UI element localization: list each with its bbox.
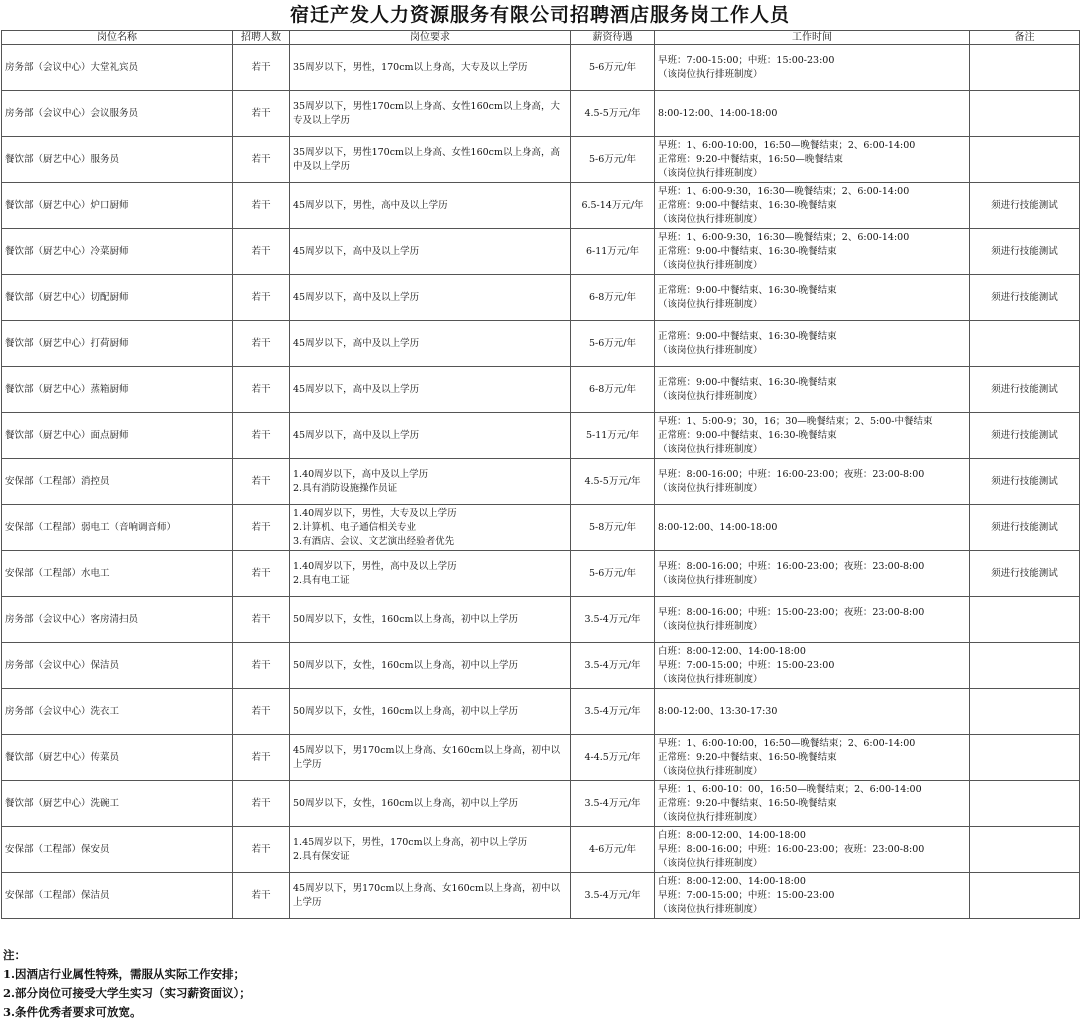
remarks-cell [970,735,1080,781]
remarks-cell [970,827,1080,873]
table-row [2,91,1080,137]
requirements-cell: 1.40周岁以下，男性，高中及以上学历 2.具有电工证 [290,551,571,597]
remarks-cell: 须进行技能测试 [970,505,1080,551]
salary-cell: 6.5-14万元/年 [571,183,655,229]
remarks-cell [970,643,1080,689]
position-name-cell: 餐饮部（厨艺中心）传菜员 [2,735,233,781]
headcount-cell: 若干 [233,91,290,137]
remarks-cell [970,689,1080,735]
salary-cell: 4.5-5万元/年 [571,91,655,137]
salary-cell: 5-8万元/年 [571,505,655,551]
table-row [2,551,1080,597]
table-row [2,137,1080,183]
work-hours-cell: 早班：1、6:00-10:00，16:50—晚餐结束；2、6:00-14:00 正常班：9:20-中餐结束、16:50-晚餐结束 （该岗位执行排班制度） [655,735,970,781]
note-item: 2.部分岗位可接受大学生实习（实习薪资面议）； [3,986,251,1000]
salary-cell: 5-6万元/年 [571,45,655,91]
requirements-cell: 45周岁以下，高中及以上学历 [290,413,571,459]
requirements-cell: 45周岁以下，男170cm以上身高、女160cm以上身高，初中以上学历 [290,873,571,919]
salary-cell: 5-6万元/年 [571,137,655,183]
work-hours-cell: 白班：8:00-12:00、14:00-18:00 早班：8:00-16:00；中班：16:00-23:00；夜班：23:00-8:00 （该岗位执行排班制度） [655,827,970,873]
requirements-cell: 1.40周岁以下，高中及以上学历 2.具有消防设施操作员证 [290,459,571,505]
salary-cell: 5-11万元/年 [571,413,655,459]
salary-cell: 6-8万元/年 [571,367,655,413]
position-name-cell: 餐饮部（厨艺中心）炉口厨师 [2,183,233,229]
position-name-cell: 餐饮部（厨艺中心）冷菜厨师 [2,229,233,275]
remarks-cell: 须进行技能测试 [970,275,1080,321]
remarks-cell: 须进行技能测试 [970,367,1080,413]
table-row [2,873,1080,919]
header-position-name: 岗位名称 [2,31,233,45]
work-hours-cell: 早班：1、5:00-9；30，16；30—晚餐结束；2、5:00-中餐结束 正常班：9:00-中餐结束、16:30-晚餐结束 （该岗位执行排班制度） [655,413,970,459]
work-hours-cell: 早班：8:00-16:00；中班：16:00-23:00；夜班：23:00-8:00 （该岗位执行排班制度） [655,459,970,505]
work-hours-cell: 早班：1、6:00-10:00，16:50—晚餐结束；2、6:00-14:00 正常班：9:20-中餐结束，16:50—晚餐结束 （该岗位执行排班制度） [655,137,970,183]
requirements-cell: 45周岁以下，高中及以上学历 [290,367,571,413]
remarks-cell: 须进行技能测试 [970,551,1080,597]
remarks-cell [970,91,1080,137]
headcount-cell: 若干 [233,643,290,689]
headcount-cell: 若干 [233,551,290,597]
table-row [2,505,1080,551]
salary-cell: 5-6万元/年 [571,321,655,367]
work-hours-cell: 正常班：9:00-中餐结束、16:30-晚餐结束 （该岗位执行排班制度） [655,275,970,321]
position-name-cell: 房务部（会议中心）保洁员 [2,643,233,689]
remarks-cell [970,45,1080,91]
position-name-cell: 安保部（工程部）消控员 [2,459,233,505]
work-hours-cell: 早班：7:00-15:00；中班：15:00-23:00 （该岗位执行排班制度） [655,45,970,91]
table-row [2,459,1080,505]
table-row [2,321,1080,367]
requirements-cell: 1.45周岁以下，男性，170cm以上身高，初中以上学历 2.具有保安证 [290,827,571,873]
position-name-cell: 安保部（工程部）弱电工（音响调音师） [2,505,233,551]
remarks-cell [970,137,1080,183]
headcount-cell: 若干 [233,413,290,459]
table-row [2,735,1080,781]
position-name-cell: 餐饮部（厨艺中心）打荷厨师 [2,321,233,367]
table-row [2,45,1080,91]
notes-heading: 注： [3,948,26,962]
position-name-cell: 房务部（会议中心）洗衣工 [2,689,233,735]
requirements-cell: 50周岁以下，女性，160cm以上身高，初中以上学历 [290,597,571,643]
requirements-cell: 45周岁以下，男170cm以上身高、女160cm以上身高，初中以上学历 [290,735,571,781]
position-name-cell: 餐饮部（厨艺中心）洗碗工 [2,781,233,827]
salary-cell: 3.5-4万元/年 [571,873,655,919]
salary-cell: 3.5-4万元/年 [571,643,655,689]
table-row [2,643,1080,689]
requirements-cell: 1.40周岁以下，男性，大专及以上学历 2.计算机、电子通信相关专业 3.有酒店、会议、文艺演出经验者优先 [290,505,571,551]
work-hours-cell: 早班：1、6:00-10：00，16:50—晚餐结束；2、6:00-14:00 正常班：9:20-中餐结束、16:50-晚餐结束 （该岗位执行排班制度） [655,781,970,827]
header-salary: 薪资待遇 [571,31,655,45]
work-hours-cell: 白班：8:00-12:00、14:00-18:00 早班：7:00-15:00；中班：15:00-23:00 （该岗位执行排班制度） [655,873,970,919]
note-item: 1.因酒店行业属性特殊，需服从实际工作安排； [3,967,246,981]
headcount-cell: 若干 [233,45,290,91]
headcount-cell: 若干 [233,505,290,551]
salary-cell: 6-11万元/年 [571,229,655,275]
table-row [2,597,1080,643]
position-name-cell: 安保部（工程部）水电工 [2,551,233,597]
table-header-row [2,31,1080,45]
work-hours-cell: 早班：1、6:00-9:30，16:30—晚餐结束；2、6:00-14:00 正常班：9:00-中餐结束、16:30-晚餐结束 （该岗位执行排班制度） [655,183,970,229]
headcount-cell: 若干 [233,137,290,183]
position-name-cell: 安保部（工程部）保安员 [2,827,233,873]
headcount-cell: 若干 [233,597,290,643]
work-hours-cell: 8:00-12:00、13:30-17:30 [655,689,970,735]
header-requirements: 岗位要求 [290,31,571,45]
remarks-cell [970,781,1080,827]
work-hours-cell: 8:00-12:00、14:00-18:00 [655,91,970,137]
salary-cell: 4.5-5万元/年 [571,459,655,505]
header-remarks: 备注 [970,31,1080,45]
position-name-cell: 餐饮部（厨艺中心）切配厨师 [2,275,233,321]
remarks-cell: 须进行技能测试 [970,229,1080,275]
remarks-cell [970,873,1080,919]
position-name-cell: 房务部（会议中心）客房清扫员 [2,597,233,643]
table-row [2,781,1080,827]
work-hours-cell: 正常班：9:00-中餐结束、16:30-晚餐结束 （该岗位执行排班制度） [655,321,970,367]
header-headcount: 招聘人数 [233,31,290,45]
headcount-cell: 若干 [233,781,290,827]
table-row [2,827,1080,873]
requirements-cell: 50周岁以下，女性，160cm以上身高，初中以上学历 [290,689,571,735]
note-item: 3.条件优秀者要求可放宽。 [3,1005,142,1019]
table-row [2,689,1080,735]
position-name-cell: 餐饮部（厨艺中心）面点厨师 [2,413,233,459]
headcount-cell: 若干 [233,275,290,321]
requirements-cell: 50周岁以下，女性，160cm以上身高，初中以上学历 [290,643,571,689]
requirements-cell: 45周岁以下，高中及以上学历 [290,229,571,275]
work-hours-cell: 白班：8:00-12:00、14:00-18:00 早班：7:00-15:00；中班：15:00-23:00 （该岗位执行排班制度） [655,643,970,689]
requirements-cell: 35周岁以下，男性170cm以上身高、女性160cm以上身高，高中及以上学历 [290,137,571,183]
requirements-cell: 35周岁以下，男性170cm以上身高、女性160cm以上身高，大专及以上学历 [290,91,571,137]
headcount-cell: 若干 [233,321,290,367]
page-title: 宿迁产发人力资源服务有限公司招聘酒店服务岗工作人员 [289,4,790,26]
salary-cell: 3.5-4万元/年 [571,597,655,643]
requirements-cell: 50周岁以下，女性，160cm以上身高，初中以上学历 [290,781,571,827]
headcount-cell: 若干 [233,873,290,919]
salary-cell: 3.5-4万元/年 [571,781,655,827]
salary-cell: 6-8万元/年 [571,275,655,321]
position-name-cell: 餐饮部（厨艺中心）服务员 [2,137,233,183]
salary-cell: 4-4.5万元/年 [571,735,655,781]
work-hours-cell: 早班：8:00-16:00；中班：15:00-23:00；夜班：23:00-8:00 （该岗位执行排班制度） [655,597,970,643]
salary-cell: 5-6万元/年 [571,551,655,597]
requirements-cell: 35周岁以下，男性，170cm以上身高，大专及以上学历 [290,45,571,91]
work-hours-cell: 早班：8:00-16:00；中班：16:00-23:00；夜班：23:00-8:00 （该岗位执行排班制度） [655,551,970,597]
position-name-cell: 房务部（会议中心）会议服务员 [2,91,233,137]
table-row [2,275,1080,321]
remarks-cell: 须进行技能测试 [970,459,1080,505]
headcount-cell: 若干 [233,735,290,781]
table-row [2,367,1080,413]
requirements-cell: 45周岁以下，高中及以上学历 [290,275,571,321]
remarks-cell [970,597,1080,643]
headcount-cell: 若干 [233,183,290,229]
position-name-cell: 安保部（工程部）保洁员 [2,873,233,919]
salary-cell: 3.5-4万元/年 [571,689,655,735]
remarks-cell: 须进行技能测试 [970,183,1080,229]
position-name-cell: 餐饮部（厨艺中心）蒸箱厨师 [2,367,233,413]
work-hours-cell: 早班：1、6:00-9:30，16:30—晚餐结束；2、6:00-14:00 正常班：9:00-中餐结束、16:30-晚餐结束 （该岗位执行排班制度） [655,229,970,275]
headcount-cell: 若干 [233,689,290,735]
headcount-cell: 若干 [233,367,290,413]
remarks-cell [970,321,1080,367]
table-row [2,229,1080,275]
job-table [1,30,1080,919]
salary-cell: 4-6万元/年 [571,827,655,873]
headcount-cell: 若干 [233,229,290,275]
table-row [2,413,1080,459]
headcount-cell: 若干 [233,827,290,873]
position-name-cell: 房务部（会议中心）大堂礼宾员 [2,45,233,91]
table-row [2,183,1080,229]
work-hours-cell: 正常班：9:00-中餐结束、16:30-晚餐结束 （该岗位执行排班制度） [655,367,970,413]
requirements-cell: 45周岁以下，男性，高中及以上学历 [290,183,571,229]
headcount-cell: 若干 [233,459,290,505]
header-work-hours: 工作时间 [655,31,970,45]
work-hours-cell: 8:00-12:00、14:00-18:00 [655,505,970,551]
remarks-cell: 须进行技能测试 [970,413,1080,459]
requirements-cell: 45周岁以下，高中及以上学历 [290,321,571,367]
notes-section [3,946,1073,1022]
